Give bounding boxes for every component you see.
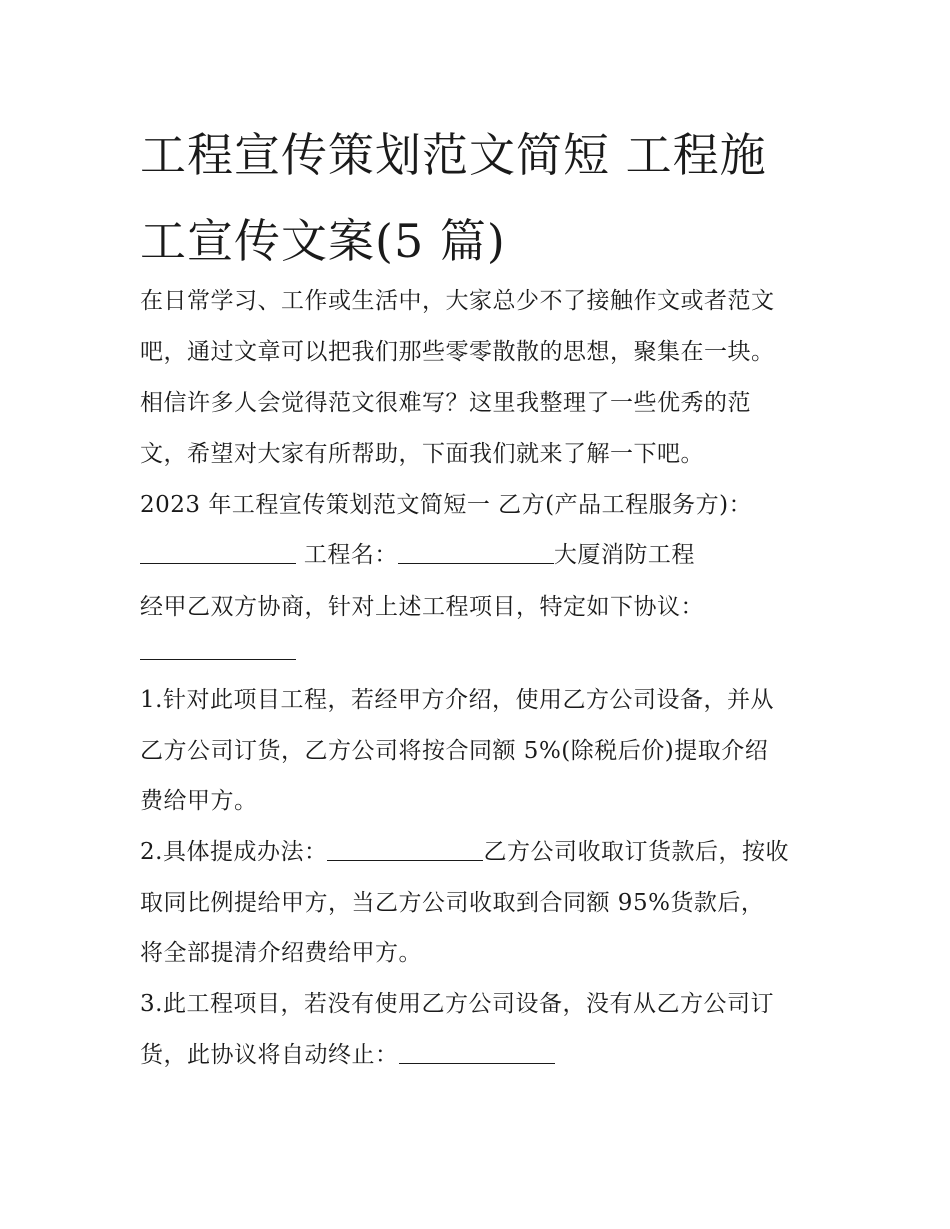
clause-1-line: 1.针对此项目工程，若经甲方介绍，使用乙方公司设备，并从 <box>140 687 774 713</box>
intro-line: 吧，通过文章可以把我们那些零零散散的思想，聚集在一块。 <box>140 339 775 365</box>
clause-2-line <box>140 837 789 867</box>
project-line <box>140 540 695 570</box>
fill-in-blank <box>327 840 483 861</box>
section-heading: 2023 年工程宣传策划范文简短一 乙方(产品工程服务方)： <box>140 492 753 518</box>
clause-3-line: 3.此工程项目，若没有使用乙方公司设备，没有从乙方公司订 <box>140 991 774 1017</box>
intro-line: 文，希望对大家有所帮助，下面我们就来了解一下吧。 <box>140 441 704 467</box>
fill-in-blank <box>140 543 296 564</box>
project-value: 大厦消防工程 <box>553 542 695 568</box>
clause-1-line: 费给甲方。 <box>140 788 258 814</box>
fill-in-blank <box>140 659 296 660</box>
intro-line: 在日常学习、工作或生活中，大家总少不了接触作文或者范文 <box>140 288 775 314</box>
agreement-intro: 经甲乙双方协商，针对上述工程项目，特定如下协议： <box>140 594 704 620</box>
clause-2-line: 取同比例提给甲方，当乙方公司收取到合同额 95%货款后， <box>140 890 765 916</box>
clause-3-line <box>140 1040 555 1070</box>
clause-2-prefix: 2.具体提成办法： <box>140 839 328 865</box>
clause-2-suffix: 乙方公司收取订货款后，按收 <box>483 839 789 865</box>
fill-in-blank <box>398 543 554 564</box>
document-title <box>140 112 840 284</box>
fill-in-blank <box>399 1043 555 1064</box>
title-line: 工程宣传策划范文简短 工程施 <box>140 128 767 182</box>
intro-line: 相信许多人会觉得范文很难写？这里我整理了一些优秀的范 <box>140 390 751 416</box>
title-line: 工宣传文案(5 篇) <box>140 214 506 268</box>
project-label: 工程名： <box>303 542 398 568</box>
clause-2-line: 将全部提清介绍费给甲方。 <box>140 940 422 966</box>
clause-3-prefix: 货，此协议将自动终止： <box>140 1042 399 1068</box>
clause-1-line: 乙方公司订货，乙方公司将按合同额 5%(除税后价)提取介绍 <box>140 738 769 764</box>
